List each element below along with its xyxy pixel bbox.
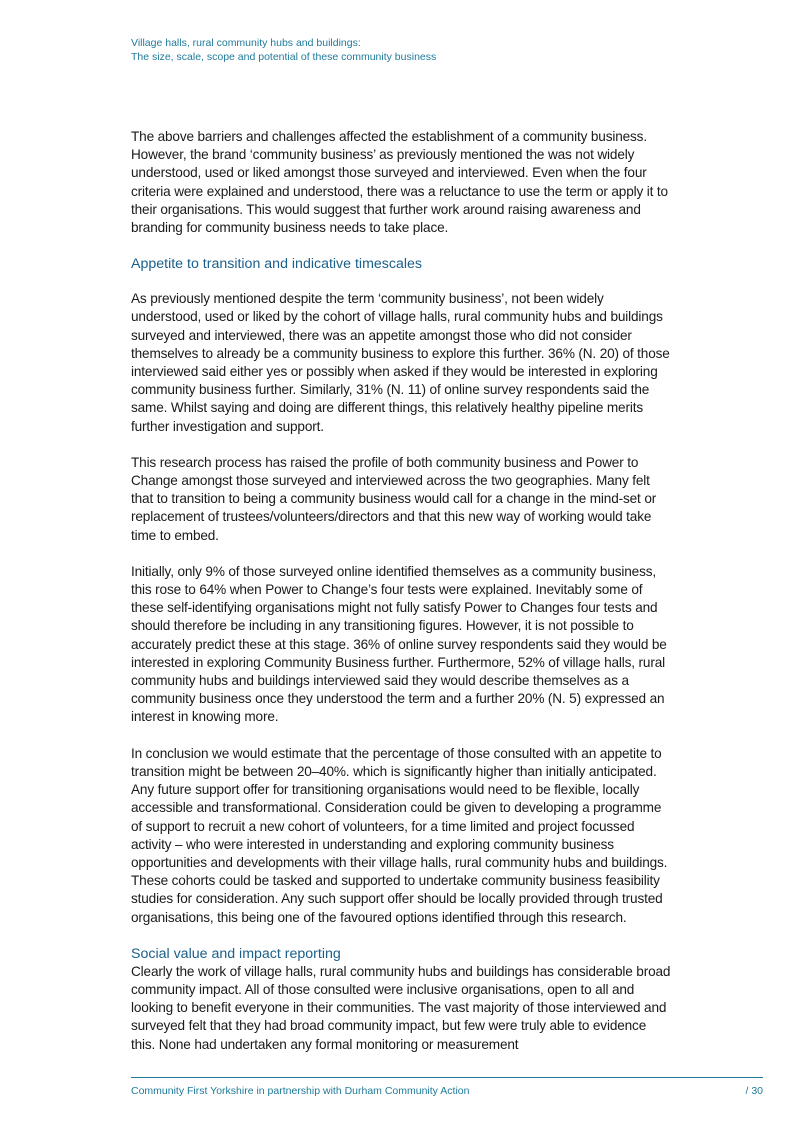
running-header	[131, 36, 436, 64]
paragraph-appetite: As previously mentioned despite the term ‘community business’, not been widely understood, used or liked by the cohort of village halls, rural community hubs and buildings surveyed and interviewed, there was an appetite amongst those who did not consider themselves to already be a community business to explore this further. 36% (N. 20) of those interviewed said either yes or possibly when asked if they would be interested in exploring community business further. Similarly, 31% (N. 11) of online survey respondents said the same. Whilst saying and doing are different things, this relatively healthy pipeline merits further investigation and support.	[131, 291, 670, 434]
paragraph-barriers: The above barriers and challenges affected the establishment of a community business. However, the brand ‘community business’ as previously mentioned the was not widely understood, used or liked amongst those surveyed and interviewed. Even when the four criteria were explained and understood, there was a reluctance to use the term or apply it to their organisations. This would suggest that further work around raising awareness and branding for community business needs to take place.	[131, 129, 668, 236]
heading-appetite: Appetite to transition and indicative timescales	[131, 256, 423, 273]
paragraph-social-value: Clearly the work of village halls, rural community hubs and buildings has considerable broad community impact. All of those consulted were inclusive organisations, open to all and looking to benefit everyone in their communities. The vast majority of those interviewed and surveyed felt that they had broad community impact, but few were truly able to evidence this. None had undertaken any formal monitoring or measurement	[131, 963, 671, 1052]
header-line-2: The size, scale, scope and potential of these community business	[131, 51, 437, 63]
header-line-1: Village halls, rural community hubs and buildings:	[131, 37, 361, 49]
footer-credit: Community First Yorkshire in partnership with Durham Community Action	[131, 1085, 470, 1097]
body-content	[131, 128, 671, 1072]
paragraph-conclusion: In conclusion we would estimate that the percentage of those consulted with an appetite to transition might be between 20–40%. which is significantly higher than initially anticipated. Any future support offer for transitioning organisations would need to be flexible, locally accessible and transformational. Consideration could be given to developing a programme of support to recruit a new cohort of volunteers, for a time limited and project focussed activity – who were interested in understanding and exploring community business opportunities and developments with their village halls, rural community hubs and buildings. These cohorts could be tasked and supported to undertake community business feasibility studies for consideration. Any such support offer should be locally provided through trusted organisations, this being one of the favoured options identified through this research.	[131, 745, 668, 925]
paragraph-initially: Initially, only 9% of those surveyed online identified themselves as a community business, this rose to 64% when Power to Change’s four tests were explained. Inevitably some of these self-identifying organisations might not fully satisfy Power to Changes four tests and should therefore be including in any transitioning figures. However, it is not possible to accurately predict these at this stage. 36% of online survey respondents said they would be interested in exploring Community Business further. Furthermore, 52% of village halls, rural community hubs and buildings interviewed said they would describe themselves as a community business once they understood the term and a further 20% (N. 5) expressed an interest in knowing more.	[131, 563, 667, 725]
heading-social-value: Social value and impact reporting	[131, 945, 341, 962]
paragraph-research-process: This research process has raised the profile of both community business and Power to Change amongst those surveyed and interviewed across the two geographies. Many felt that to transition to being a community business would call for a change in the mind-set or replacement of trustees/volunteers/directors and that this new way of working would take time to embed.	[131, 454, 657, 543]
page-number: / 30	[745, 1085, 763, 1097]
footer-divider	[131, 1077, 763, 1078]
